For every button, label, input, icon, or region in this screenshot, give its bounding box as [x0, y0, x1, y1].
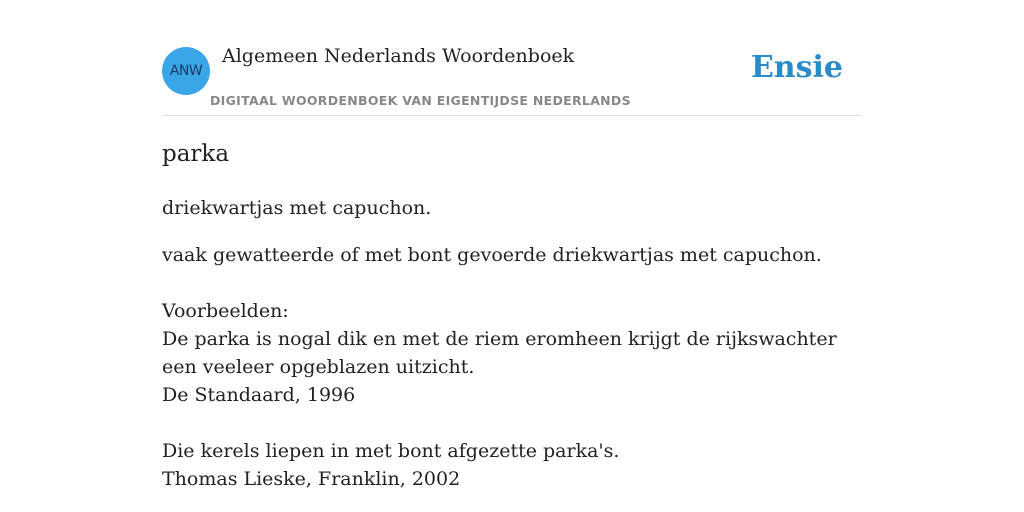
- example-source: Thomas Lieske, Franklin, 2002: [162, 468, 461, 490]
- definition: vaak gewatteerde of met bont gevoerde driekwartjas met capuchon.: [162, 244, 822, 266]
- example-quote: De parka is nogal dik en met de riem eromheen krijgt de rijkswachter een veeleer opgeblazen uitzicht.: [162, 328, 837, 378]
- example: [162, 325, 862, 409]
- headword: parka: [162, 141, 230, 167]
- example: [162, 437, 862, 493]
- site-title[interactable]: Algemeen Nederlands Woordenboek: [222, 45, 575, 67]
- example-quote: Die kerels liepen in met bont afgezette parka's.: [162, 440, 620, 462]
- entry-content: [162, 136, 862, 493]
- site-subtitle: DIGITAAL WOORDENBOEK VAN EIGENTIJDSE NEDERLANDS: [210, 93, 631, 108]
- anw-logo[interactable]: ANW: [162, 47, 210, 95]
- examples-section: [162, 297, 862, 493]
- examples-label: Voorbeelden:: [162, 300, 289, 322]
- ensie-brand-logo[interactable]: Ensie: [750, 50, 843, 85]
- site-header: [162, 0, 862, 116]
- definition: driekwartjas met capuchon.: [162, 197, 432, 219]
- example-source: De Standaard, 1996: [162, 384, 356, 406]
